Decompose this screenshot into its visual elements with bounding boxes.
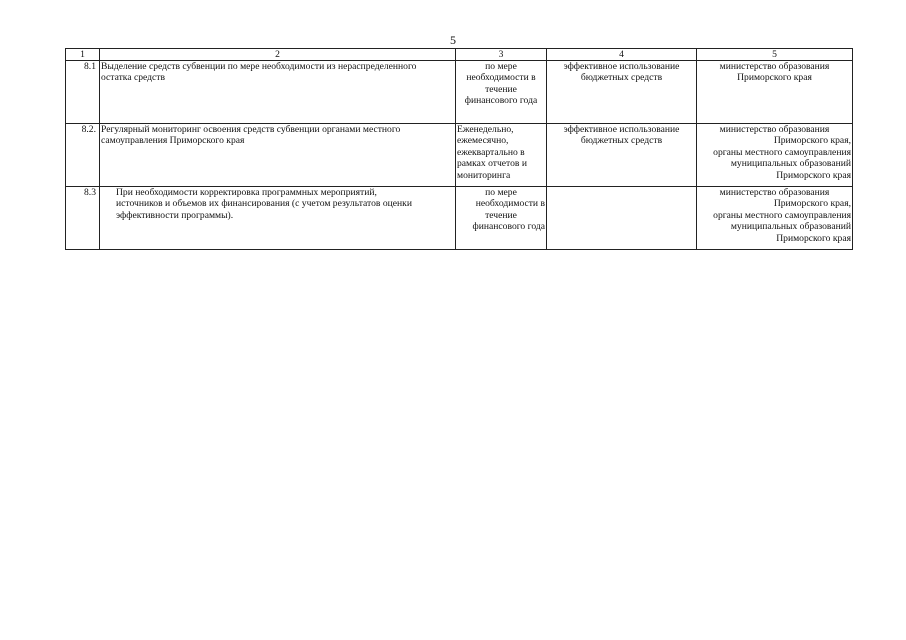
text-line: Приморского края [776,169,851,181]
text-line: эффективное использование [563,124,680,135]
text-line: по мере [485,187,517,198]
text-line: остатка средств [101,72,166,84]
text-line: бюджетных средств [580,135,663,147]
responsible-cell [697,124,853,187]
responsible-cell [697,61,853,124]
column-number-row [66,49,853,61]
text-line: необходимости в [466,72,536,84]
text-line: министерство образования [719,187,830,198]
item-number: 8.2. [66,124,100,187]
item-number: 8.1 [66,61,100,124]
expected-result-cell [547,124,697,187]
text-line: мониторинга [457,169,511,181]
text-line: рамках отчетов и [457,158,527,170]
timing-cell [456,187,547,250]
action-plan-table [65,48,853,250]
timing-cell [456,124,547,187]
column-number-cell: 3 [456,49,547,61]
text-line: ежемесячно, [457,135,509,147]
text-line: эффективности программы). [116,209,234,221]
timing-cell [456,61,547,124]
responsible-cell [697,187,853,250]
text-line: финансового года [472,221,545,233]
column-number-cell: 4 [547,49,697,61]
column-number-cell: 2 [100,49,456,61]
text-line: органы местного самоуправления [713,209,851,221]
text-line: министерство образования [719,124,830,135]
text-line: Регулярный мониторинг освоения средств субвенции органами местного [101,124,401,135]
page-number: 5 [450,33,456,47]
expected-result-cell [547,187,697,250]
text-line: самоуправления Приморского края [101,135,245,147]
text-line: источников и объемов их финансирования (с учетом результатов оценки [116,198,412,210]
action-description [100,187,456,250]
text-line: муниципальных образований [730,158,851,170]
text-line: Приморского края, [773,198,851,210]
text-line: течение [485,83,517,95]
text-line: При необходимости корректировка программных мероприятий, [116,187,377,198]
text-line: органы местного самоуправления [713,146,851,158]
text-line: эффективное использование [563,61,680,72]
action-description [100,61,456,124]
text-line: муниципальных образований [730,221,851,233]
table-row [66,124,853,187]
text-line: Приморского края [737,72,812,84]
table-row [66,61,853,124]
text-line: течение [485,209,517,221]
column-number-cell: 5 [697,49,853,61]
text-line: Приморского края, [773,135,851,147]
text-line: финансового года [464,95,538,107]
text-line: необходимости в [475,198,545,210]
column-number-cell: 1 [66,49,100,61]
text-line: Выделение средств субвенции по мере необходимости из нераспределенного [101,61,417,72]
item-number: 8.3 [66,187,100,250]
text-line: Еженедельно, [457,124,514,135]
action-description [100,124,456,187]
expected-result-cell [547,61,697,124]
text-line: по мере [485,61,517,72]
text-line: Приморского края [776,232,851,244]
text-line: бюджетных средств [580,72,663,84]
text-line: ежеквартально в [457,146,525,158]
text-line: министерство образования [719,61,830,72]
table-row [66,187,853,250]
